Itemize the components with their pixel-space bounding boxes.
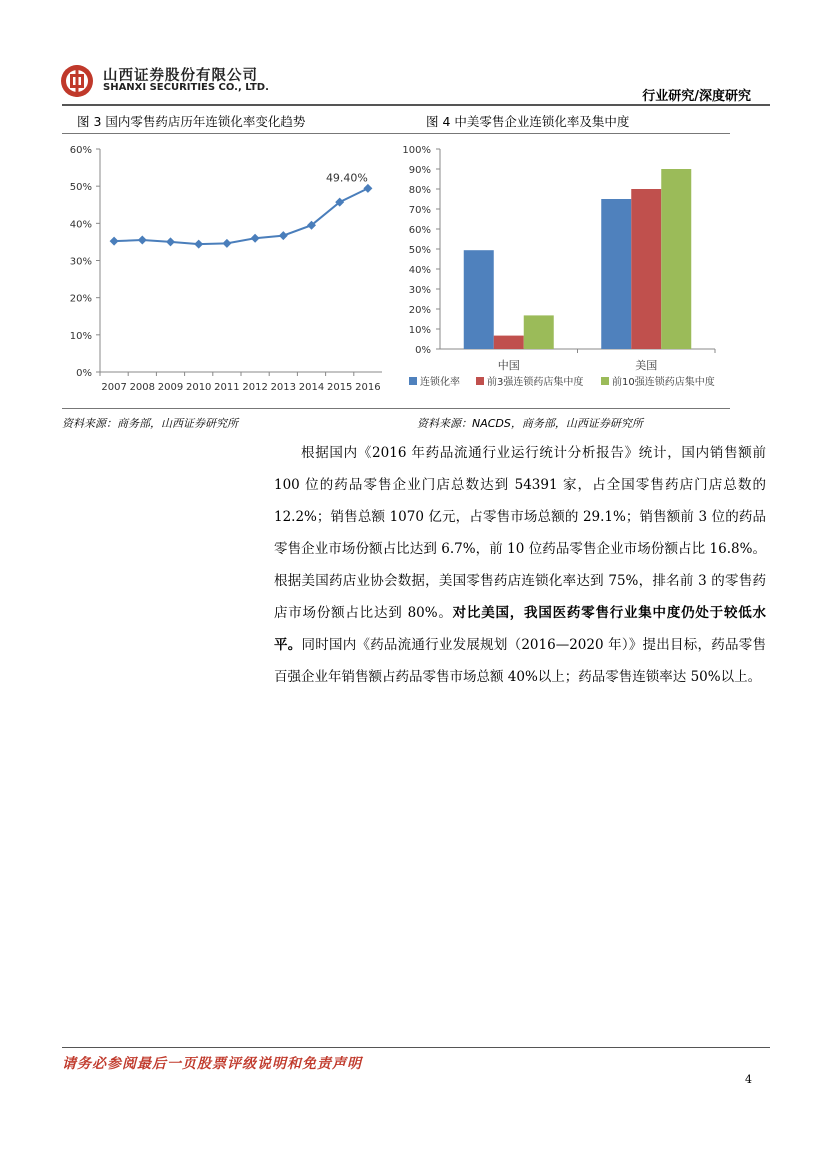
body-text-part1: 根据国内《2016 年药品流通行业运行统计分析报告》统计，国内销售额前 100 位的药品零售企业门店总数达到 54391 家，占全国零售药店门店总数的 12.2%；销售总额 1070 亿元，占零售市场总额的 29.1%；销售额前 3 位的药品零售企业市场份额占比达到 6.7%，前 10 位药品零售企业市场份额占比 16.8%。根据美国药店业协会数据，美国零售药店连锁化率达到 75%，排名前 3 的零售药店市场份额占比达到 80%。 bbox=[274, 445, 766, 621]
y-tick-label: 100% bbox=[402, 145, 431, 156]
legend-label: 前3强连锁药店集中度 bbox=[487, 377, 584, 388]
legend-label: 前10强连锁药店集中度 bbox=[612, 377, 715, 388]
figure3-source: 资料来源：商务部，山西证券研究所 bbox=[62, 417, 238, 430]
y-tick-label: 40% bbox=[408, 265, 431, 276]
y-tick-label: 70% bbox=[408, 205, 431, 216]
y-tick-label: 0% bbox=[76, 368, 92, 379]
x-tick-label: 2014 bbox=[298, 382, 325, 393]
y-tick-label: 60% bbox=[69, 145, 92, 156]
figure-top-rule bbox=[62, 133, 730, 134]
disclaimer-note: 请务必参阅最后一页股票评级说明和免责声明 bbox=[62, 1056, 362, 1072]
bar bbox=[661, 169, 691, 349]
x-tick-label: 2011 bbox=[214, 382, 240, 393]
cn-us-bar-chart bbox=[395, 138, 730, 400]
figure4-source: 资料来源：NACDS，商务部，山西证券研究所 bbox=[417, 417, 643, 430]
x-tick-label: 2013 bbox=[270, 382, 297, 393]
x-tick-label: 2012 bbox=[242, 382, 268, 393]
company-name-en: SHANXI SECURITIES CO., LTD. bbox=[103, 82, 269, 93]
y-tick-label: 30% bbox=[408, 285, 431, 296]
bar bbox=[601, 199, 631, 349]
bar bbox=[631, 189, 661, 349]
legend-swatch bbox=[476, 377, 484, 385]
data-point bbox=[251, 234, 260, 243]
company-name-cn: 山西证券股份有限公司 bbox=[103, 68, 258, 84]
body-text-part2: 同时国内《药品流通行业发展规划（2016—2020 年）》提出目标，药品零售百强企业年销售额占药品零售市场总额 40%以上；药品零售连锁率达 50%以上。 bbox=[274, 637, 766, 685]
legend-swatch bbox=[601, 377, 609, 385]
category-label: 美国 bbox=[635, 359, 658, 372]
figure4-title: 图 4 中美零售企业连锁化率及集中度 bbox=[426, 114, 630, 129]
footer-divider bbox=[62, 1047, 770, 1048]
y-tick-label: 20% bbox=[408, 305, 431, 316]
x-tick-label: 2015 bbox=[326, 382, 353, 393]
report-category: 行业研究/深度研究 bbox=[642, 89, 751, 104]
category-label: 中国 bbox=[497, 359, 520, 372]
x-tick-label: 2009 bbox=[157, 382, 184, 393]
y-tick-label: 40% bbox=[69, 219, 92, 231]
legend-label: 连锁化率 bbox=[420, 377, 460, 388]
x-tick-label: 2008 bbox=[129, 382, 156, 393]
x-tick-label: 2007 bbox=[101, 382, 127, 393]
y-tick-label: 50% bbox=[408, 245, 431, 256]
y-tick-label: 0% bbox=[415, 345, 431, 356]
data-point bbox=[110, 237, 119, 246]
body-bold-conclusion: 对比美国，我国医药零售行业集中度仍处于较低水平。 bbox=[274, 605, 767, 653]
data-point bbox=[279, 231, 288, 240]
data-point bbox=[194, 240, 203, 249]
data-point bbox=[363, 184, 372, 193]
y-tick-label: 30% bbox=[69, 256, 92, 268]
bar bbox=[464, 250, 494, 349]
page-number: 4 bbox=[745, 1073, 752, 1086]
body-paragraph bbox=[274, 437, 766, 693]
data-point bbox=[138, 236, 147, 245]
y-tick-label: 50% bbox=[69, 182, 92, 194]
header-divider bbox=[62, 104, 770, 106]
x-tick-label: 2016 bbox=[355, 382, 381, 393]
bar bbox=[524, 315, 554, 349]
data-point bbox=[222, 239, 231, 248]
figure-bottom-rule bbox=[62, 408, 730, 409]
y-tick-label: 20% bbox=[69, 293, 92, 305]
x-tick-label: 2010 bbox=[185, 382, 212, 393]
y-tick-label: 60% bbox=[408, 225, 431, 236]
body-text bbox=[274, 437, 766, 693]
chain-rate-line-chart bbox=[62, 138, 392, 400]
legend-swatch bbox=[409, 377, 417, 385]
company-logo-icon bbox=[58, 63, 96, 99]
data-label: 49.40% bbox=[325, 171, 368, 185]
bar bbox=[494, 336, 524, 349]
y-tick-label: 10% bbox=[69, 330, 92, 342]
data-point bbox=[166, 237, 175, 246]
series-line bbox=[114, 188, 368, 244]
y-tick-label: 90% bbox=[408, 165, 431, 176]
y-tick-label: 10% bbox=[408, 325, 431, 336]
y-tick-label: 80% bbox=[408, 185, 431, 196]
figure3-title: 图 3 国内零售药店历年连锁化率变化趋势 bbox=[77, 114, 306, 129]
